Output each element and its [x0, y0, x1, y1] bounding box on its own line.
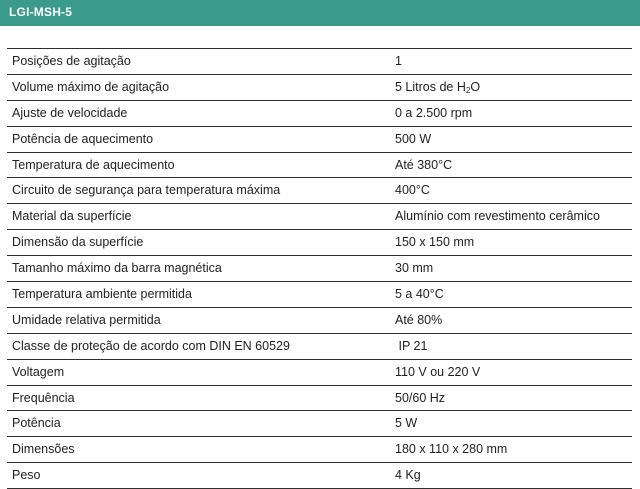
spec-row	[7, 178, 632, 204]
spec-row	[7, 75, 632, 101]
spec-value: 30 mm	[395, 261, 434, 276]
spec-value-subscript: 2	[465, 85, 471, 95]
spec-value: 0 a 2.500 rpm	[395, 105, 473, 120]
spec-row	[7, 49, 632, 75]
spec-value: 400°C	[395, 183, 430, 198]
spec-row	[7, 204, 632, 230]
spec-label: Temperatura de aquecimento	[12, 157, 175, 172]
spec-row	[7, 256, 632, 282]
spec-value-part: O	[470, 79, 481, 94]
product-header	[0, 0, 640, 26]
spec-label: Umidade relativa permitida	[12, 312, 161, 327]
spec-value: Até 80%	[395, 312, 443, 327]
spec-value: Alumínio com revestimento cerâmico	[395, 209, 600, 224]
spec-label: Ajuste de velocidade	[12, 105, 128, 120]
spec-label: Material da superfície	[12, 209, 132, 224]
spec-row	[7, 127, 632, 153]
spec-row	[7, 386, 632, 412]
spec-value-part: 5 Litros de H	[395, 79, 466, 94]
spec-label: Temperatura ambiente permitida	[12, 287, 192, 302]
spec-value: 4 Kg	[395, 468, 421, 483]
spec-label: Posições de agitação	[12, 54, 131, 68]
spec-row	[7, 463, 632, 489]
product-title: LGI-MSH-5	[9, 5, 73, 19]
spec-row	[7, 282, 632, 308]
spec-value: 150 x 150 mm	[395, 235, 475, 250]
spec-value: IP 21	[395, 338, 428, 353]
spec-row	[7, 334, 632, 360]
spec-value: 180 x 110 x 280 mm	[395, 442, 508, 457]
spec-value: 50/60 Hz	[395, 390, 446, 405]
spec-row	[7, 230, 632, 256]
spec-value: 5 W	[395, 416, 418, 431]
spec-label: Volume máximo de agitação	[12, 79, 170, 94]
spec-label: Tamanho máximo da barra magnética	[12, 261, 222, 276]
spec-table	[7, 48, 632, 489]
spec-label: Classe de proteção de acordo com DIN EN 60529	[12, 338, 290, 353]
spec-label: Potência de aquecimento	[12, 131, 154, 146]
spec-value: 1	[395, 54, 402, 68]
spec-row	[7, 101, 632, 127]
spec-label: Circuito de segurança para temperatura máxima	[12, 183, 281, 198]
spec-label: Frequência	[12, 390, 75, 405]
spec-value: 5 a 40°C	[395, 287, 444, 302]
spec-label: Dimensão da superfície	[12, 235, 144, 250]
spec-label: Dimensões	[12, 442, 75, 457]
spec-row	[7, 308, 632, 334]
spec-value: 500 W	[395, 131, 432, 146]
spec-value	[395, 80, 480, 95]
spec-label: Potência	[12, 416, 61, 431]
spec-value: Até 380°C	[395, 157, 453, 172]
spec-row	[7, 437, 632, 463]
spec-row	[7, 360, 632, 386]
spec-label: Voltagem	[12, 364, 65, 379]
spec-row	[7, 411, 632, 437]
spec-value: 110 V ou 220 V	[395, 364, 481, 379]
spec-label: Peso	[12, 468, 41, 483]
spec-row	[7, 153, 632, 179]
